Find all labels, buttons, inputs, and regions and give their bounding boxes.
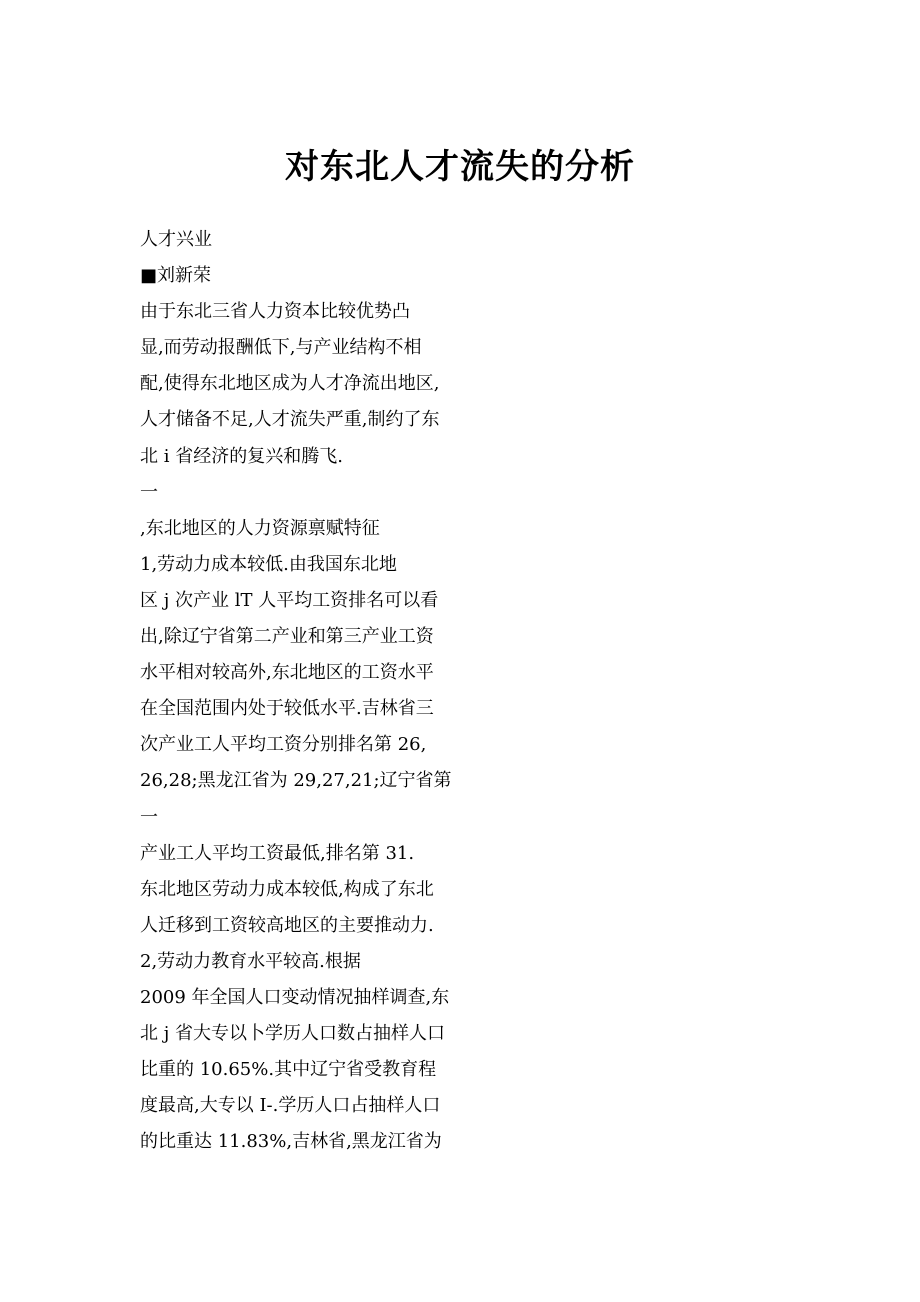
text-line: 1,劳动力成本较低.由我国东北地 (140, 553, 397, 575)
text-line: 一 (140, 481, 158, 503)
text-line: 度最高,大专以 I-.学历人口占抽样人口 (140, 1095, 441, 1117)
document-title: 对东北人才流失的分析 (285, 147, 635, 187)
text-line: 的比重达 11.83%,吉林省,黑龙江省为 (140, 1131, 442, 1153)
text-line: 次产业工人平均工资分别排名第 26, (140, 734, 427, 756)
text-line: 由于东北三省人力资本比较优势凸 (140, 301, 410, 323)
text-line: 区 j 次产业 lT 人平均工资排名可以看 (140, 589, 439, 611)
text-line: ■刘新荣 (140, 265, 212, 287)
text-line: 显,而劳动报酬低下,与产业结构不相 (140, 337, 422, 359)
text-line: 东北地区劳动力成本较低,构成了东北 (140, 878, 434, 900)
text-line: 一 (140, 806, 158, 828)
document-body (140, 222, 480, 1160)
text-line: 产业工人平均工资最低,排名第 31. (140, 842, 415, 864)
text-line: 2,劳动力教育水平较高.根据 (140, 950, 361, 972)
text-line: 比重的 10.65%.其中辽宁省受教育程 (140, 1059, 437, 1081)
text-line: 人迁移到工资较高地区的主要推动力. (140, 914, 434, 936)
text-line: 出,除辽宁省第二产业和第三产业工资 (140, 626, 434, 648)
text-line: 北 j 省大专以卜学历人口数占抽样人口 (140, 1023, 446, 1045)
text-line: 水平相对较高外,东北地区的工资水平 (140, 662, 434, 684)
text-line: ,东北地区的人力资源禀赋特征 (140, 517, 380, 539)
text-line: 2009 年全国人口变动情况抽样调查,东 (140, 986, 450, 1008)
text-line: 26,28;黑龙江省为 29,27,21;辽宁省第 (140, 770, 452, 792)
text-line: 在全国范围内处于较低水平.吉林省三 (140, 698, 434, 720)
text-line: 人才兴业 (140, 229, 212, 250)
text-line: 北 i 省经济的复兴和腾飞. (140, 445, 343, 467)
text-line: 配,使得东北地区成为人才净流出地区, (140, 373, 440, 395)
text-line: 人才储备不足,人才流失严重,制约了东 (140, 409, 440, 431)
